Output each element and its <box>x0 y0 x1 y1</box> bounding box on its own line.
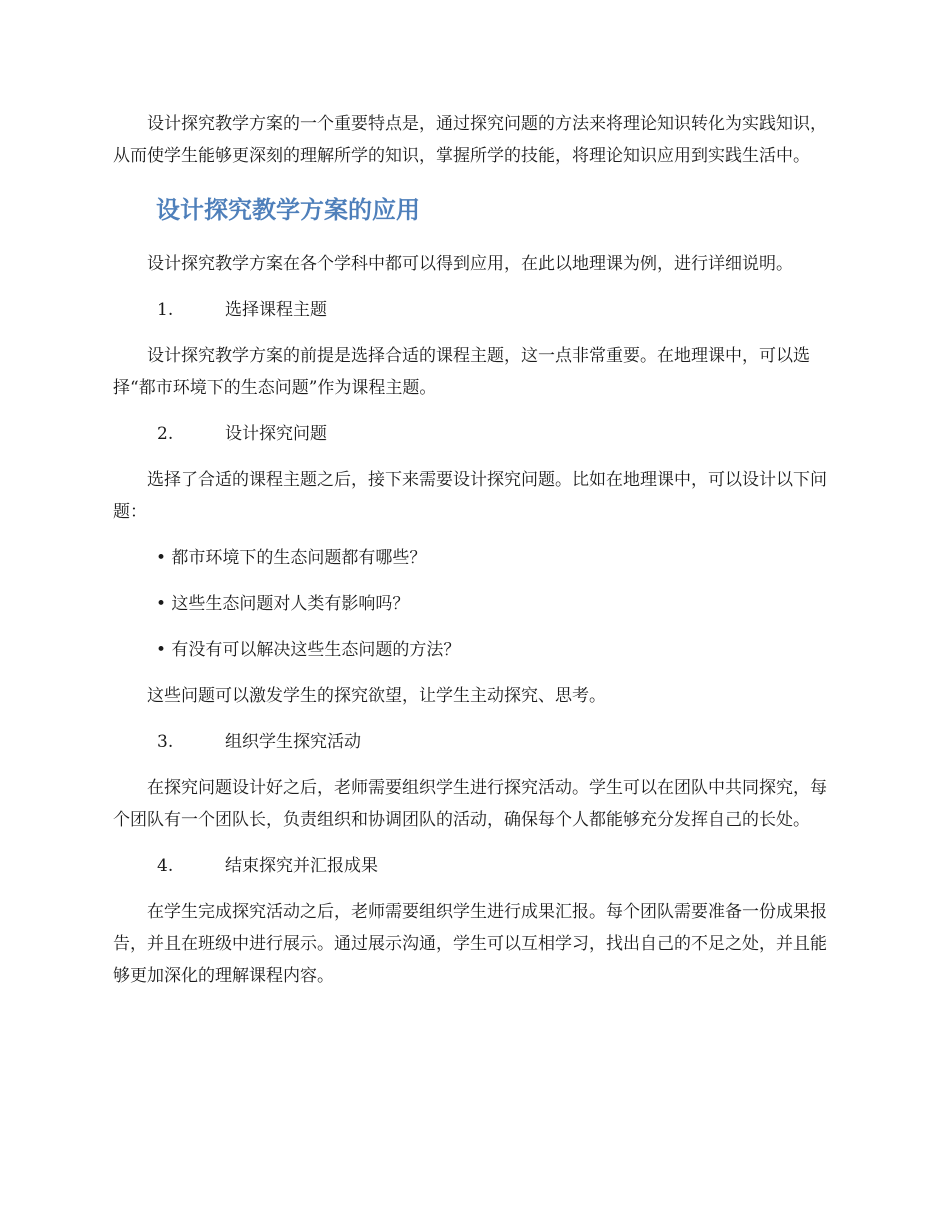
step-4-title: 结束探究并汇报成果 <box>225 856 378 876</box>
step-4 <box>113 850 840 882</box>
step-4-number: 4. <box>157 856 174 876</box>
paragraph-step-4: 在学生完成探究活动之后，老师需要组织学生进行成果汇报。每个团队需要准备一份成果报告，并且在班级中进行展示。通过展示沟通，学生可以互相学习，找出自己的不足之处，并且能够更加深化的理解课程内容。 <box>113 902 827 986</box>
step-2-number: 2. <box>157 424 174 444</box>
paragraph-step-3: 在探究问题设计好之后，老师需要组织学生进行探究活动。学生可以在团队中共同探究，每个团队有一个团队长，负责组织和协调团队的活动，确保每个人都能够充分发挥自己的长处。 <box>113 778 827 830</box>
step-1-title: 选择课程主题 <box>225 300 327 320</box>
step-3-title: 组织学生探究活动 <box>225 732 361 752</box>
bullet-item-2: • 这些生态问题对人类有影响吗？ <box>156 594 410 614</box>
document-page <box>113 108 840 992</box>
step-1-number: 1. <box>157 300 174 320</box>
section-heading: 设计探究教学方案的应用 <box>156 196 420 224</box>
bullet-item-1: • 都市环境下的生态问题都有哪些？ <box>156 548 427 568</box>
paragraph-after-bullets: 这些问题可以激发学生的探究欲望，让学生主动探究、思考。 <box>147 686 606 706</box>
step-2-title: 设计探究问题 <box>225 424 327 444</box>
step-3 <box>113 726 840 758</box>
step-3-number: 3. <box>157 732 174 752</box>
step-2 <box>113 418 840 450</box>
paragraph-step-1: 设计探究教学方案的前提是选择合适的课程主题，这一点非常重要。在地理课中，可以选择“都市环境下的生态问题”作为课程主题。 <box>113 346 810 398</box>
step-1 <box>113 294 840 326</box>
paragraph-intro: 设计探究教学方案的一个重要特点是，通过探究问题的方法来将理论知识转化为实践知识，从而使学生能够更深刻的理解所学的知识，掌握所学的技能，将理论知识应用到实践生活中。 <box>113 114 827 166</box>
paragraph-application: 设计探究教学方案在各个学科中都可以得到应用，在此以地理课为例，进行详细说明。 <box>147 254 793 274</box>
bullet-item-3: • 有没有可以解决这些生态问题的方法？ <box>156 640 461 660</box>
paragraph-step-2: 选择了合适的课程主题之后，接下来需要设计探究问题。比如在地理课中，可以设计以下问题： <box>113 470 827 522</box>
